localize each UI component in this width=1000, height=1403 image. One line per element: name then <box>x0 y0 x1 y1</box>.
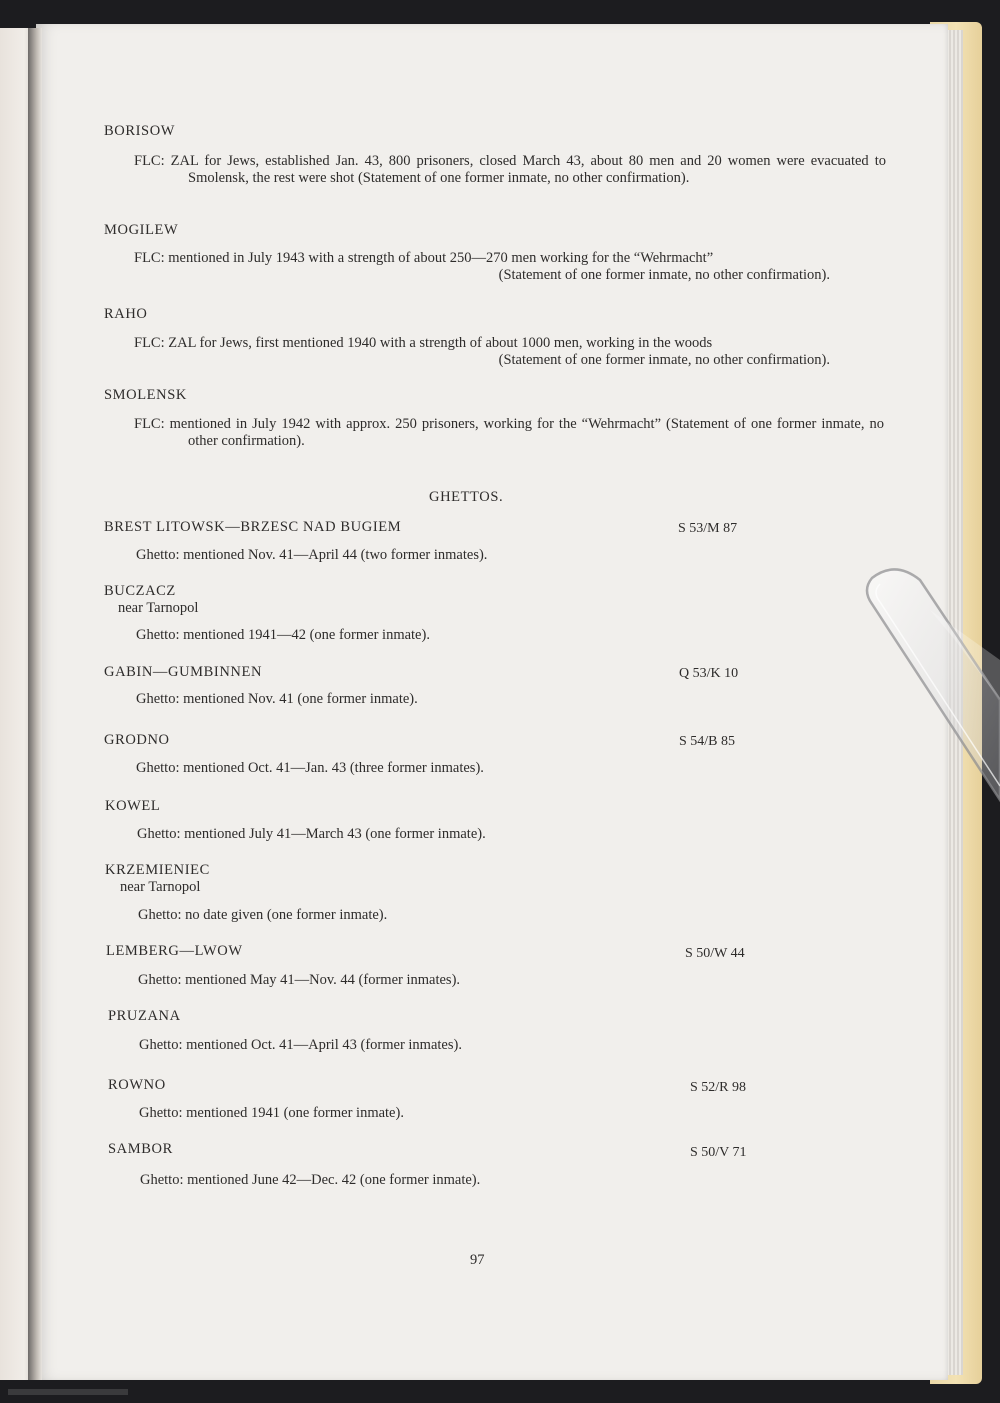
ghetto-subplace: near Tarnopol <box>118 600 199 616</box>
ghetto-place: GABIN—GUMBINNEN <box>104 664 263 680</box>
ghetto-text: Ghetto: mentioned Nov. 41 (one former inmate). <box>136 691 418 707</box>
ghetto-subplace: near Tarnopol <box>120 879 201 895</box>
ghetto-text: Ghetto: mentioned 1941—42 (one former inmate). <box>136 627 430 643</box>
ghetto-text: Ghetto: no date given (one former inmate). <box>138 907 388 923</box>
ghetto-ref: Q 53/K 10 <box>679 666 739 681</box>
entry-text-smolensk: FLC: mentioned in July 1942 with approx. 250 prisoners, working for the “Wehrmacht” (Statement of one former inmate, no other confirmation). <box>134 416 884 449</box>
entry-place-borisow: BORISOW <box>104 123 176 139</box>
ghetto-place: SAMBOR <box>108 1141 173 1157</box>
ghetto-text: Ghetto: mentioned July 41—March 43 (one former inmate). <box>137 826 486 842</box>
page-number: 97 <box>470 1252 485 1268</box>
entry-text-mogilew-line1: FLC: mentioned in July 1943 with a strength of about 250—270 men working for the “Wehrmacht” <box>134 250 714 266</box>
entry-text-mogilew-line2: (Statement of one former inmate, no other confirmation). <box>498 267 830 283</box>
entry-text-raho-line1: FLC: ZAL for Jews, first mentioned 1940 with a strength of about 1000 men, working in the woods <box>134 335 713 351</box>
ghetto-text: Ghetto: mentioned Nov. 41—April 44 (two former inmates). <box>136 547 488 563</box>
ghetto-place: GRODNO <box>104 732 170 748</box>
ghetto-place: PRUZANA <box>108 1008 181 1024</box>
ghetto-text: Ghetto: mentioned June 42—Dec. 42 (one former inmate). <box>140 1172 481 1188</box>
ghetto-ref: S 54/B 85 <box>679 734 736 749</box>
ghetto-text: Ghetto: mentioned Oct. 41—Jan. 43 (three former inmates). <box>136 760 484 776</box>
entry-place-raho: RAHO <box>104 306 148 322</box>
ghetto-place: KOWEL <box>105 798 161 814</box>
entry-place-mogilew: MOGILEW <box>104 222 179 238</box>
ghetto-ref: S 50/W 44 <box>685 946 745 961</box>
book-gutter <box>28 28 42 1380</box>
ghetto-ref: S 52/R 98 <box>690 1080 747 1095</box>
section-title: GHETTOS. <box>429 489 504 505</box>
entry-text-borisow: FLC: ZAL for Jews, established Jan. 43, 800 prisoners, closed March 43, about 80 men and 20 women were evacuated to Smolensk, the rest were shot (Statement of one former inmate, no other confirmation). <box>134 153 886 186</box>
ghetto-place: ROWNO <box>108 1077 166 1093</box>
ghetto-text: Ghetto: mentioned Oct. 41—April 43 (former inmates). <box>139 1037 462 1053</box>
ghetto-ref: S 53/M 87 <box>678 521 738 536</box>
ghetto-place: LEMBERG—LWOW <box>106 943 243 959</box>
ghetto-place: BUCZACZ <box>104 583 176 599</box>
ghetto-text: Ghetto: mentioned 1941 (one former inmate). <box>139 1105 404 1121</box>
entry-text-raho-line2: (Statement of one former inmate, no other confirmation). <box>498 352 830 368</box>
scanner-strip <box>8 1389 128 1395</box>
ghetto-place: BREST LITOWSK—BRZESC NAD BUGIEM <box>104 519 402 535</box>
entry-place-smolensk: SMOLENSK <box>104 387 187 403</box>
ghetto-text: Ghetto: mentioned May 41—Nov. 44 (former inmates). <box>138 972 461 988</box>
ghetto-ref: S 50/V 71 <box>690 1145 747 1160</box>
ghetto-place: KRZEMIENIEC <box>105 862 210 878</box>
